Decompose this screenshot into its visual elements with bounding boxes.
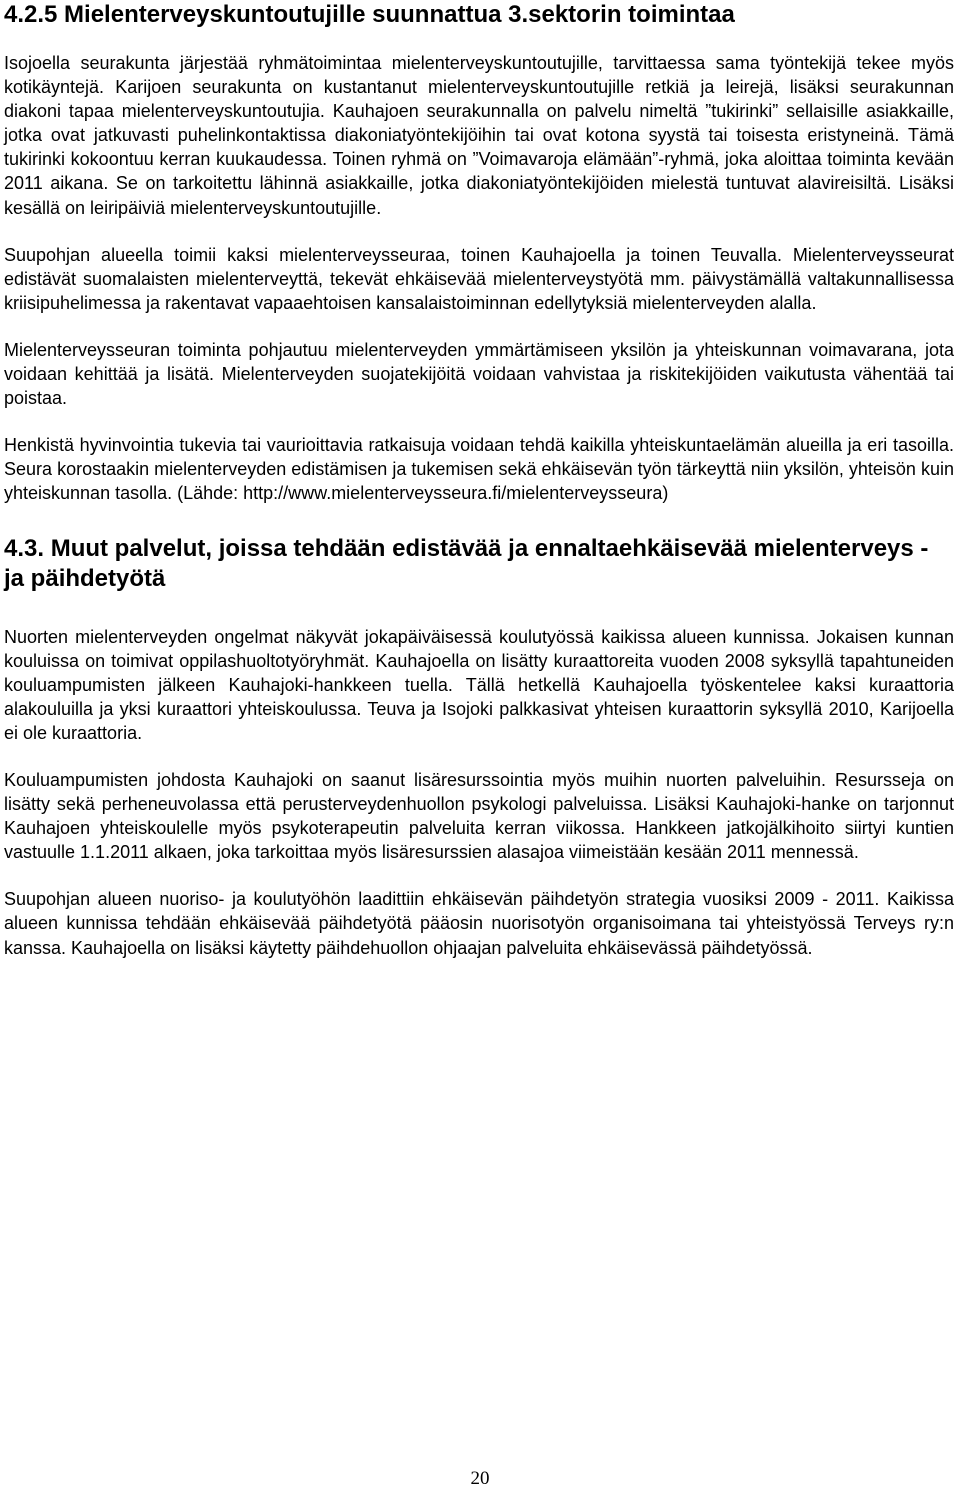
paragraph-henkinen-hyvinvointi: Henkistä hyvinvointia tukevia tai vaurioittavia ratkaisuja voidaan tehdä kaikilla yhteiskuntaelämän alueilla ja eri tasoilla. Seura korostaakin mielenterveyden edistämisen ja tukemisen sekä ehkäisevän työn tärkeyttä niin yksilön, yhteisön kuin yhteiskunnan tasolla. (Lähde: http://www.mielenterveysseura.fi/mielenterveysseura) bbox=[4, 435, 954, 504]
document-page bbox=[4, 0, 954, 960]
paragraph-paihdetyon-strategia: Suupohjan alueen nuoriso- ja koulutyöhön laadittiin ehkäisevän päihdetyön strategia vuosiksi 2009 - 2011. Kaikissa alueen kunnissa tehdään ehkäisevää päihdetyötä pääosin nuorisotyön organisoimana tai yhteistyössä Terveys ry:n kanssa. Kauhajoella on lisäksi käytetty päihdehuollon ohjaajan palveluita ehkäisevässä päihdetyössä. bbox=[4, 889, 954, 958]
section-heading-4-3: 4.3. Muut palvelut, joissa tehdään edistävää ja ennaltaehkäisevää mielenterveys - ja päihdetyötä bbox=[4, 534, 929, 592]
paragraph-nuorten-mielenterveys: Nuorten mielenterveyden ongelmat näkyvät jokapäiväisessä koulutyössä kaikissa alueen kunnissa. Jokaisen kunnan kouluissa on toimivat oppilashuoltotyöryhmät. Kauhajoella on lisätty kuraattoreita vuoden 2008 syksyllä tapahtuneiden kouluampumisten jälkeen Kauhajoki-hankkeen tuella. Tällä hetkellä Kauhajoella työskentelee kaksi kuraattoria alakouluilla ja yksi kuraattori yhteiskoulussa. Teuva ja Isojoki palkkasivat yhteisen kuraattorin syksyllä 2010, Karijoella ei ole kuraattoria. bbox=[4, 626, 954, 743]
paragraph-mielenterveysseurat: Suupohjan alueella toimii kaksi mielenterveysseuraa, toinen Kauhajoella ja toinen Teuvalla. Mielenterveysseurat edistävät suomalaisten mielenterveyttä, tekevät ehkäisevää mielenterveystyötä mm. päivystämällä valtakunnallisessa kriisipuhelimessa ja rakentavat vapaaehtoisen kansalaistoiminnan edellytyksiä mielenterveyden alalla. bbox=[4, 244, 954, 313]
paragraph-kouluampumiset: Kouluampumisten johdosta Kauhajoki on saanut lisäresurssointia myös muihin nuorten palveluihin. Resursseja on lisätty sekä perheneuvolassa että perusterveydenhuollon psykologi palveluissa. Lisäksi Kauhajoki-hanke on tarjonnut Kauhajoen yhteiskoulelle myös psykoterapeutin palveluita kerran viikossa. Hankkeen jatkojälkihoito siirtyi kuntien vastuulle 1.1.2011 alkaen, joka tarkoittaa myös lisäresurssien alasajoa viimeistään kesään 2011 mennessä. bbox=[4, 769, 954, 863]
section-heading-4-2-5: 4.2.5 Mielenterveyskuntoutujille suunnattua 3.sektorin toimintaa bbox=[4, 1, 735, 28]
page-number: 20 bbox=[470, 1468, 490, 1489]
paragraph-seurakunnat: Isojoella seurakunta järjestää ryhmätoimintaa mielenterveyskuntoutujille, tarvittaessa sama työntekijä tekee myös kotikäyntejä. Karijoen seurakunta on kustantanut mielenterveyskuntoutujille retkiä ja leirejä, lisäksi seurakunnan diakoni tapaa mielenterveyskuntoutujia. Kauhajoen seurakunnalla on palvelu nimeltä ”tukirinki” sellaisille asiakkaille, jotka ovat jatkuvasti puhelinkontaktissa diakoniatyöntekijöihin tai ovat kotona syystä tai toisesta eristyneinä. Tämä tukirinki kokoontuu kerran kuukaudessa. Toinen ryhmä on ”Voimavaroja elämään”-ryhmä, joka aloittaa toiminta kevään 2011 aikana. Se on tarkoitettu lähinnä asiakkaille, jotka diakoniatyöntekijöiden mielestä tuntuvat alavireisiltä. Lisäksi kesällä on leiripäiviä mielenterveyskuntoutujille. bbox=[4, 53, 954, 218]
paragraph-seuran-toiminta: Mielenterveysseuran toiminta pohjautuu mielenterveyden ymmärtämiseen yksilön ja yhteiskunnan voimavarana, jota voidaan kehittää ja lisätä. Mielenterveyden suojatekijöitä voidaan vahvistaa ja riskitekijöiden vaikutusta vähentää tai poistaa. bbox=[4, 339, 954, 409]
